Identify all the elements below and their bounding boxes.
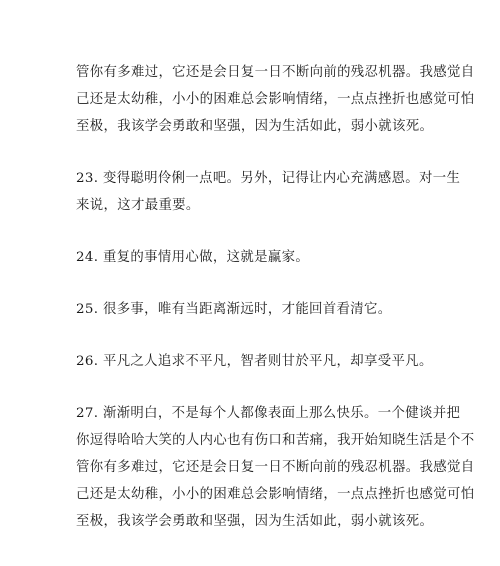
paragraph-22-line-2: 己还是太幼稚，小小的困难总会影响情绪，一点点挫折也感觉可怕 — [76, 92, 475, 107]
item-24: 24. 重复的事情用心做，这就是赢家。 — [76, 250, 310, 265]
item-27-line-1: 27. 渐渐明白，不是每个人都像表面上那么快乐。一个健谈并把 — [76, 406, 461, 421]
item-26: 26. 平凡之人追求不平凡，智者则甘於平凡，却享受平凡。 — [76, 354, 433, 369]
paragraph-22-line-1: 管你有多难过，它还是会日复一日不断向前的残忍机器。我感觉自 — [76, 65, 475, 80]
paragraph-22-line-3: 至极，我该学会勇敢和坚强，因为生活如此，弱小就该死。 — [76, 119, 434, 134]
item-27-line-4: 己还是太幼稚，小小的困难总会影响情绪，一点点挫折也感觉可怕 — [76, 487, 475, 502]
item-27-line-5: 至极，我该学会勇敢和坚强，因为生活如此，弱小就该死。 — [76, 514, 434, 529]
item-25: 25. 很多事，唯有当距离渐远时，才能回首看清它。 — [76, 302, 392, 317]
item-27-line-2: 你逗得哈哈大笑的人内心也有伤口和苦痛，我开始知晓生活是个不 — [76, 433, 475, 448]
item-23-line-2: 来说，这才最重要。 — [76, 198, 200, 213]
item-23-line-1: 23. 变得聪明伶俐一点吧。另外，记得让内心充满感恩。对一生 — [76, 171, 461, 186]
item-27-line-3: 管你有多难过，它还是会日复一日不断向前的残忍机器。我感觉自 — [76, 460, 475, 475]
